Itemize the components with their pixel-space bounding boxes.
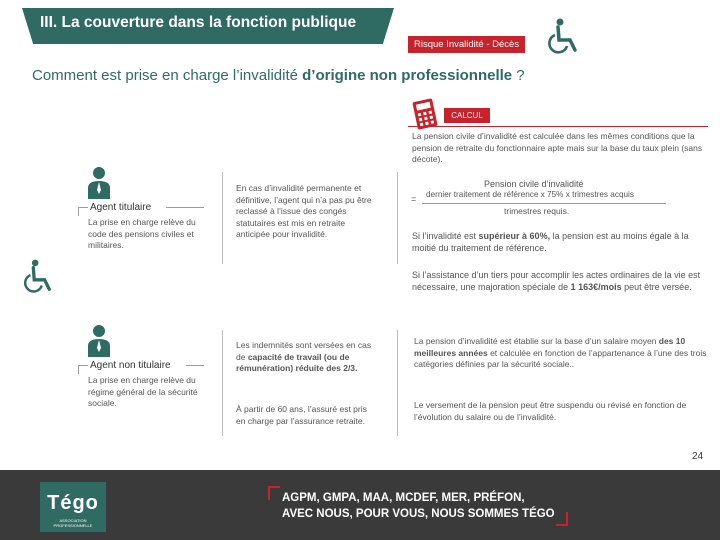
- pension-base-text: La pension d’invalidité est établie sur la base d’un salaire moyen des 10 meilleures années et calculée en fonction de l’appartenance à l’une des trois catégories définies par la sécurité sociale..: [414, 336, 707, 369]
- footer-line1: AGPM, GMPA, MAA, MCDEF, MER, PRÉFON,: [282, 492, 525, 504]
- footer-line2: AVEC NOUS, POUR VOUS, NOUS SOMMES TÉGO: [282, 508, 555, 520]
- question-heading: Comment est prise en charge l’invalidité d’origine non professionnelle ?: [32, 67, 525, 84]
- formula-title: Pension civile d’invalidité: [484, 179, 584, 189]
- titulaire-desc: La prise en charge relève du code des pensions civiles et militaires.: [88, 217, 196, 250]
- formula-equals: =: [411, 194, 417, 204]
- fraction-line: [422, 203, 666, 204]
- logo-text: Tégo: [47, 492, 99, 514]
- divider: [397, 330, 398, 436]
- divider: [222, 330, 223, 436]
- page-number: 24: [692, 451, 704, 462]
- bracket-close: [556, 512, 568, 526]
- age-60-text: À partir de 60 ans, l’assuré est pris en charge par l’assurance retraite.: [236, 404, 367, 426]
- calculator-icon: [410, 98, 440, 135]
- wheelchair-icon: [546, 18, 580, 61]
- calcul-label: CALCUL: [444, 108, 490, 123]
- label-bracket: [166, 207, 204, 208]
- calcul-intro: La pension civile d’invalidité est calculée dans les mêmes conditions que la pension de retraite du fonctionnaire apte mais sur la base du taux plein (sans décote).: [412, 131, 703, 164]
- bracket-open: [268, 486, 280, 500]
- titulaire-condition: En cas d’invalidité permanente et définitive, l’agent qui n’a pas pu être reclassé à l’issue des congés statutaires est mis en retraite anticipée pour invalidité.: [236, 183, 372, 239]
- non-titulaire-desc: La prise en charge relève du régime général de la sécurité sociale.: [88, 375, 198, 408]
- label-bracket: [78, 207, 88, 216]
- person-icon: [84, 324, 114, 363]
- versement-text: Le versement de la pension peut être suspendu ou révisé en fonction de l’évolution du salaire ou de l’invalidité.: [414, 400, 687, 422]
- formula-numerator: dernier traitement de référence x 75% x trimestres acquis: [426, 190, 634, 199]
- note-invalidite-60: Si l’invalidité est supérieur à 60%, la pension est au moins égale à la moitié du traitement de référence.: [412, 231, 689, 253]
- footer: [0, 470, 720, 540]
- indemnites-text: Les indemnités sont versées en cas de capacité de travail (ou de rémunération) réduite des 2/3.: [236, 340, 372, 373]
- agent-non-titulaire-label: Agent non titulaire: [90, 360, 171, 371]
- logo-subtitle: ASSOCIATION PROFESSIONNELLE: [53, 518, 93, 528]
- note-assistance-tiers: Si l’assistance d’un tiers pour accomplir les actes ordinaires de la vie est nécessaire, une majoration spéciale de 1 163€/mois peut être versée.: [412, 270, 701, 292]
- person-icon: [84, 166, 114, 205]
- page-title: III. La couverture dans la fonction publique: [40, 14, 357, 31]
- agent-titulaire-label: Agent titulaire: [90, 202, 152, 213]
- divider: [397, 172, 398, 264]
- divider: [222, 172, 223, 264]
- tego-logo: [40, 482, 106, 532]
- calcul-underline: [408, 126, 708, 127]
- label-bracket: [186, 365, 204, 366]
- label-bracket: [78, 365, 88, 374]
- formula-denominator: trimestres requis.: [504, 206, 570, 216]
- wheelchair-icon: [22, 258, 54, 301]
- risk-badge: Risque Invalidité - Décès: [408, 36, 525, 53]
